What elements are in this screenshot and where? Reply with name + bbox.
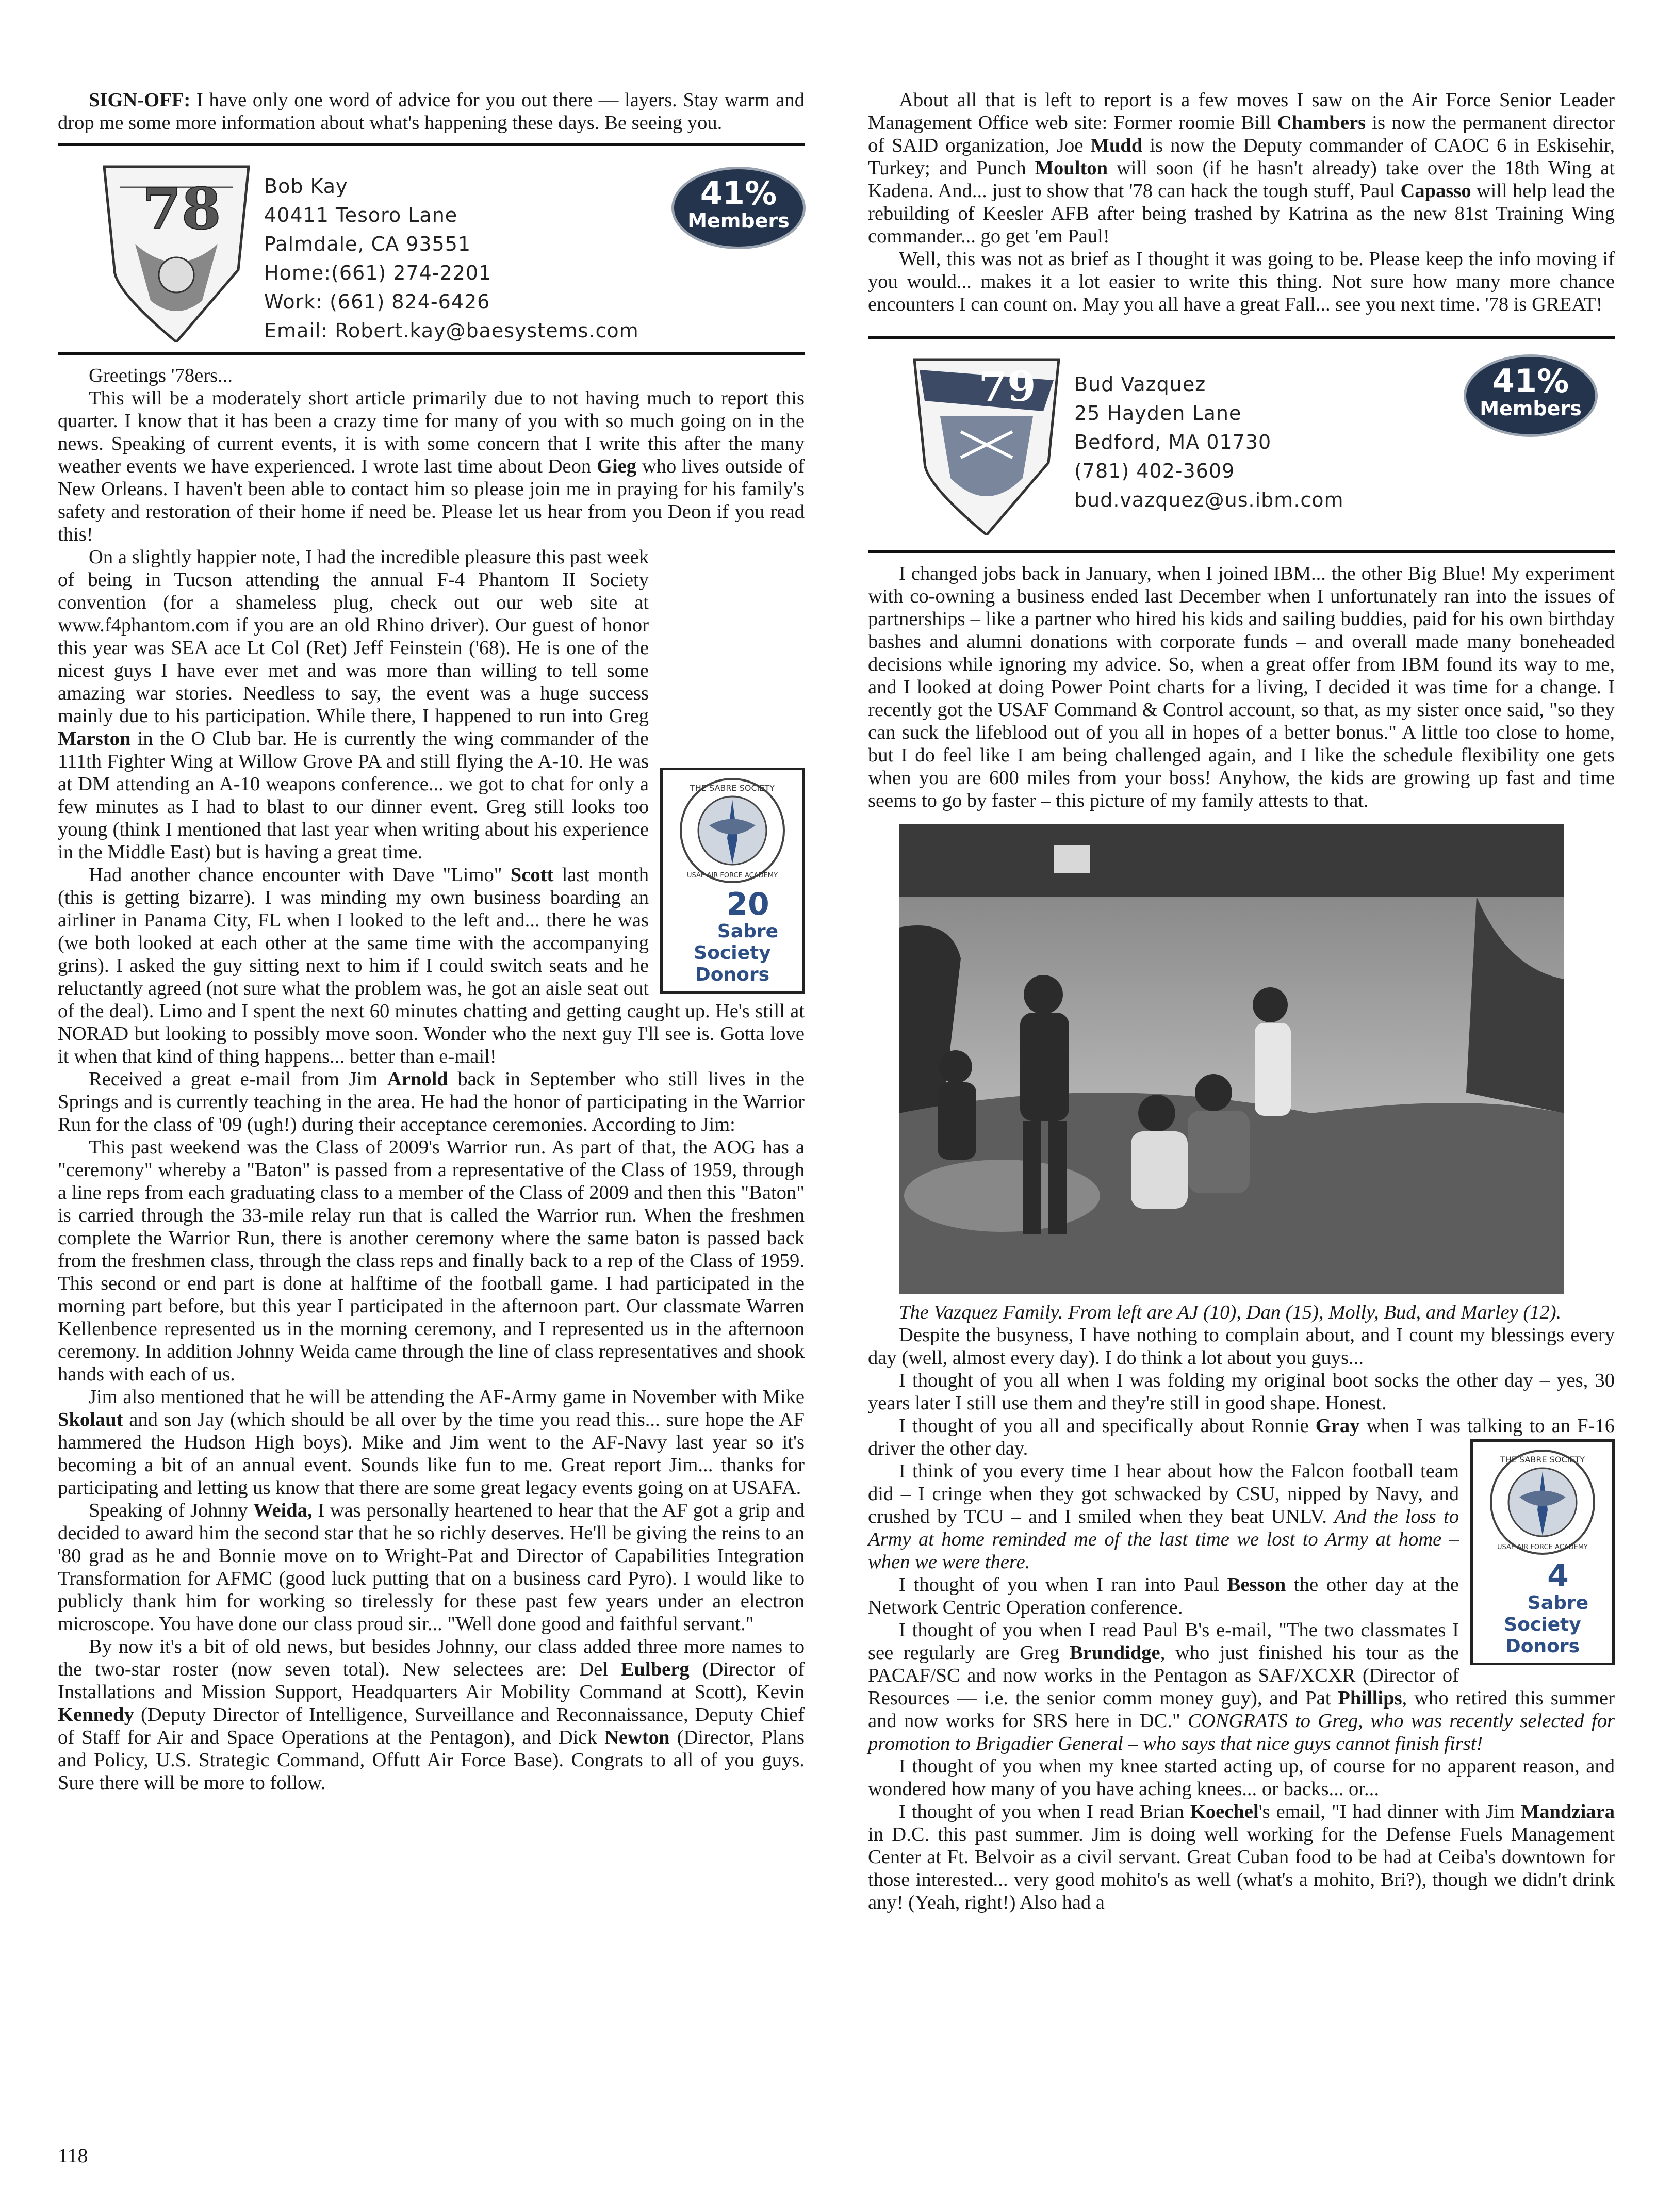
svg-text:79: 79 bbox=[978, 362, 1036, 411]
quote-paragraph: This past weekend was the Class of 2009's Warrior run. As part of that, the AOG has a "ceremony" whereby a "Baton" is passed from a representative of the Class of 1959, through a line reps from each graduating class to a member of the Class of 2009 and then this "Baton" is carried through the 33-mile relay run that is called the Warrior run. When the freshmen complete the Warrior Run, there is another ceremony where the same baton is passed back from the freshmen class, through the class reps and finally back to a rep of the Class of 1959. This second or end part is done at halftime of the football game. I had participated in the morning part before, but this year I participated in the afternoon part. Our classmate Warren Kellenbence represented us in the morning ceremony, and I represented us in the afternoon ceremony. In addition Johnny Weida came through the line of class representatives and shook hands with each of us. bbox=[58, 1136, 805, 1385]
paragraph: Received a great e-mail from Jim Arnold back in September who still lives in the Springs and is currently teaching in the area. He had the honor of participating in the Warrior Run for the class of '09 (ugh!) during their acceptance ceremonies. According to Jim: bbox=[58, 1068, 805, 1135]
photo-caption: The Vazquez Family. From left are AJ (10), Dan (15), Molly, Bud, and Marley (12). bbox=[899, 1302, 1562, 1323]
divider-bottom bbox=[58, 352, 805, 355]
paragraph: I thought of you when I ran into Paul Besson the other day at the Network Centric Operation conference. bbox=[868, 1574, 1459, 1618]
paragraph: About all that is left to report is a few moves I saw on the Air Force Senior Leader Management Office web site: Former roomie Bill Chambers is now the permanent director of SAID organization, Joe Mudd is now the Deputy commander of CAOC 6 in Eskisehir, Turkey; and Punch Moulton will soon (if he hasn't already) take over the 18th Wing at Kadena. And... just to show that '78 can hack the tough stuff, Paul Capasso will help lead the rebuilding of Keesler AFB after being trashed by Katrina as the new 81st Training Wing commander... go get 'em Paul! bbox=[868, 89, 1615, 247]
paragraph: Jim also mentioned that he will be attending the AF-Army game in November with Mike Skolaut and son Jay (which should be all over by the time you read this... sure hope the AF hammered the Hudson High boys). Mike and Jim went to the AF-Navy last year so it's becoming a bit of an annual event. Sounds like fun to me. Great report Jim... thanks for participating and letting us know that there are some great legacy events going on at USAFA. bbox=[58, 1386, 805, 1499]
contact-box-78 bbox=[58, 146, 805, 352]
paragraph: Had another chance encounter with Dave "Limo" Scott last month (this is getting bizarre). I was minding my own business boarding an airliner in Panama City, FL when I looked to the left and... there he was (we both looked at each other at the same time with the accompanying grins). I asked the guy sitting next to him if I could switch seats and he reluctantly agreed (not sure what the problem was, he got an aisle seat out of the deal). Limo and I spent the next 60 minutes chatting and getting caught up. He's still at NORAD but looking to possibly move soon. Wonder who the next guy I'll see is. Gotta love it when that kind of thing happens... better than e-mail! bbox=[58, 864, 805, 1067]
paragraph: By now it's a bit of old news, but besides Johnny, our class added three more names to the two-star roster (now seven total). New selectees are: Del Eulberg (Director of Installations and Mission Support, Headquarters Air Mobility Command at Scott), Kevin Kennedy (Deputy Director of Intelligence, Surveillance and Reconnaissance, Deputy Chief of Staff for Air and Space Operations at the Pentagon), and Dick Newton (Director, Plans and Policy, U.S. Strategic Command, Offutt Air Force Base). Congrats to all of you guys. Sure there will be more to follow. bbox=[58, 1636, 805, 1794]
members-badge: 41% Members bbox=[1464, 354, 1598, 437]
sabre-society-box: THE SABRE SOCIETY USAF AIR FORCE ACADEMY 20 Sabre Society Donors bbox=[660, 768, 805, 994]
sabre-donor-count: 4 bbox=[1547, 1558, 1569, 1594]
contact-email: bud.vazquez@us.ibm.com bbox=[1074, 489, 1344, 511]
class-crest-78-icon bbox=[99, 156, 254, 342]
sabre-donor-count: 20 bbox=[726, 886, 769, 922]
sabre-society-seal-icon bbox=[1488, 1448, 1597, 1556]
contact-phone: (781) 402-3609 bbox=[1074, 460, 1235, 482]
signoff-paragraph: SIGN-OFF: I have only one word of advice for you out there — layers. Stay warm and drop me some more information about what's happening these days. Be seeing you. bbox=[58, 89, 805, 134]
members-badge: 41% Members bbox=[671, 167, 806, 249]
svg-text:THE SABRE SOCIETY: THE SABRE SOCIETY bbox=[1500, 1455, 1585, 1465]
contact-name: Bob Kay bbox=[264, 175, 348, 198]
class-crest-79-icon bbox=[909, 349, 1064, 535]
paragraph: Speaking of Johnny Weida, I was personally heartened to hear that the AF got a grip and decided to award him the second star that he so richly deserves. He'll be giving the reins to an '80 grad as he and Bonnie move on to Wright-Pat and Director of Capabilities Integration Transformation for AFMC (good luck putting that on a business card Pyro). I would like to publicly thank him for working so tirelessly for these past few years under an electron microscope. You have done our class proud sir... "Well done good and faithful servant." bbox=[58, 1500, 805, 1635]
right-column bbox=[868, 89, 1615, 1914]
family-photo bbox=[899, 824, 1564, 1294]
contact-city: Palmdale, CA 93551 bbox=[264, 233, 471, 255]
svg-text:THE SABRE SOCIETY: THE SABRE SOCIETY bbox=[690, 783, 775, 793]
contact-home-phone: Home:(661) 274-2201 bbox=[264, 262, 492, 284]
paragraph: Despite the busyness, I have nothing to complain about, and I count my blessings every day (well, almost every day). I do think a lot about you guys... bbox=[868, 1324, 1615, 1369]
paragraph: Well, this was not as brief as I thought it was going to be. Please keep the info moving if you would... makes it a lot easier to write this thing. Not sure how many more chance encounters I can count on. May you all have a great Fall... see you next time. '78 is GREAT! bbox=[868, 248, 1615, 315]
paragraph: I changed jobs back in January, when I joined IBM... the other Big Blue! My experiment with co-owning a business ended last December when I unfortunately ran into the issues of partnerships – like a partner who hired his kids and sailing buddies, paid for his own birthday bashes and alumni donations with corporate funds – and overall made many boneheaded decisions while ignoring my advice. So, when a great offer from IBM found its way to me, and I looked at doing Power Point charts for a living, I decided it was time for a change. I recently got the USAF Command & Control account, so that, as my sister once said, "so they can suck the lifeblood out of you all in hopes of a better bonus." A little too close to home, but I do feel like I am being challenged again, and I like the schedule flexibility one gets when you are 600 miles from your boss! Anyhow, the kids are growing up fast and time seems to go by faster – this picture of my family attests to that. bbox=[868, 563, 1615, 811]
sabre-society-box: THE SABRE SOCIETY USAF AIR FORCE ACADEMY 4 Sabre Society Donors bbox=[1470, 1439, 1615, 1665]
contact-street: 25 Hayden Lane bbox=[1074, 402, 1242, 425]
paragraph: THE SABRE SOCIETY USAF AIR FORCE ACADEMY 20 Sabre Society Donors On a slightly happier note, I had the incredible pleasure this past week of being in Tucson attending the annual F-4 Phantom II Society convention (for a shameless plug, check out our web site at www.f4phantom.com if you are an old Rhino driver). Our guest of honor this year was SEA ace Lt Col (Ret) Jeff Feinstein ('68). He is one of the nicest guys I have ever met and was more than willing to tell some amazing war stories. Needless to say, the event was a huge success mainly due to his participation. While there, I happened to run into Greg Marston in the O Club bar. He is currently the wing commander of the 111th Fighter Wing at Willow Grove PA and still flying the A-10. He was at DM attending an A-10 weapons conference... we got to chat for only a few minutes as I had to blast to our dinner event. Greg still looks too young (think I mentioned that last year when writing about his experience in the Middle East) but is having a great time. bbox=[58, 546, 805, 864]
paragraph: THE SABRE SOCIETY USAF AIR FORCE ACADEMY 4 Sabre Society Donors I think of you every time I hear about how the Falcon football team did – I cringe when they got schwacked by CSU, nipped by Navy, and crushed by TCU – and I smiled when they beat UNLV. And the loss to Army at home reminded me of the last time we lost to Army at home – when we were there. bbox=[868, 1460, 1615, 1573]
paragraph: I thought of you all when I was folding my original boot socks the other day – yes, 30 years later I still use them and they're still in good shape. Honest. bbox=[868, 1370, 1615, 1414]
sabre-society-seal-icon bbox=[678, 776, 786, 885]
contact-box-79 bbox=[868, 339, 1615, 550]
paragraph: I thought of you when I read Brian Koechel's email, "I had dinner with Jim Mandziara in D.C. this past summer. Jim is doing well working for the Defense Fuels Management Center at Ft. Belvoir as a civil servant. Great Cuban food to be had at Ceiba's downtown for those interested... very good mohito's as well (what's a mohito, Bri?), though we didn't drink any! (Yeah, right!) Also had a bbox=[868, 1801, 1615, 1913]
page-number: 118 bbox=[58, 2144, 88, 2167]
signoff-label: SIGN-OFF: bbox=[89, 89, 191, 111]
paragraph: Greetings '78ers... bbox=[89, 365, 233, 386]
contact-address-79 bbox=[1074, 370, 1344, 514]
paragraph: This will be a moderately short article primarily due to not having much to report this quarter. I know that it has been a crazy time for many of you with so much going on in the news. Speaking of current events, it is with some concern that I write this after the many weather events we have experienced. I wrote last time about Deon Gieg who lives outside of New Orleans. I haven't been able to contact him so please join me in praying for his family's safety and restoration of their home if need be. Please let us hear from you Deon if you read this! bbox=[58, 387, 805, 545]
paragraph: I thought of you when my knee started acting up, of course for no apparent reason, and wondered how many of you have aching knees... or backs... or... bbox=[868, 1755, 1615, 1800]
paragraph: I thought of you all and specifically about Ronnie Gray when I was talking to an F-16 driver the other day. bbox=[868, 1415, 1615, 1459]
contact-address-78 bbox=[264, 172, 639, 345]
contact-name: Bud Vazquez bbox=[1074, 373, 1206, 396]
contact-street: 40411 Tesoro Lane bbox=[264, 204, 458, 226]
divider-bottom bbox=[868, 550, 1615, 553]
svg-text:78: 78 bbox=[142, 175, 221, 242]
paragraph: I thought of you when I read Paul B's e-mail, "The two classmates I see regularly are Greg Brundidge, who just finished his tour as the PACAF/SC and now works in the Pentagon as SAF/XCXR (Director of Resources — i.e. the senior comm money guy), and Pat Phillips, who retired this summer and now works for SRS here in DC." CONGRATS to Greg, who was recently selected for promotion to Brigadier General – who says that nice guys cannot finish first! bbox=[868, 1619, 1615, 1754]
svg-text:USAF AIR FORCE ACADEMY: USAF AIR FORCE ACADEMY bbox=[1497, 1543, 1588, 1551]
left-column bbox=[58, 89, 805, 1794]
contact-city: Bedford, MA 01730 bbox=[1074, 431, 1272, 453]
contact-work-phone: Work: (661) 824-6426 bbox=[264, 290, 490, 313]
contact-email: Email: Robert.kay@baesystems.com bbox=[264, 319, 639, 342]
svg-text:USAF AIR FORCE ACADEMY: USAF AIR FORCE ACADEMY bbox=[687, 872, 778, 880]
